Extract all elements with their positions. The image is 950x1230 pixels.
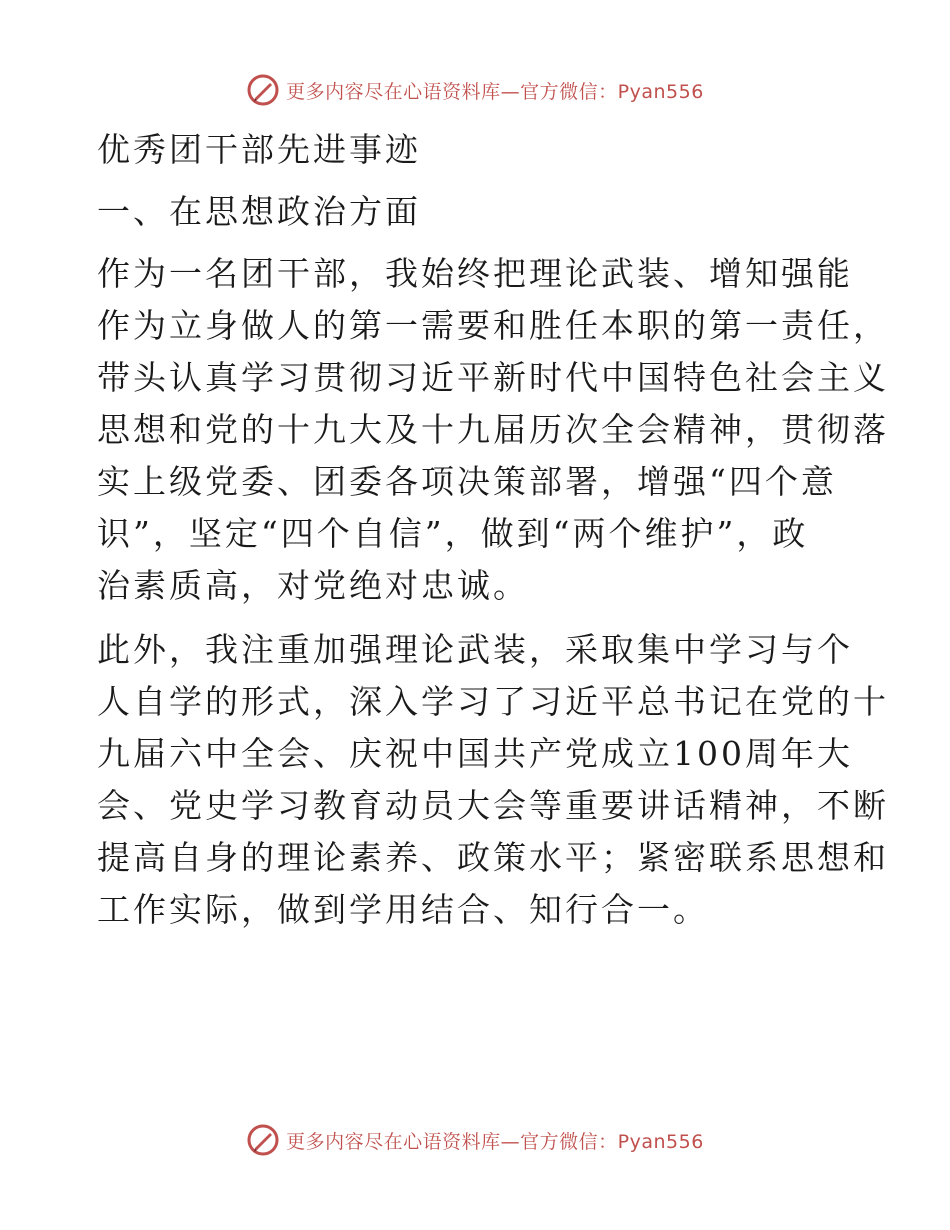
header-watermark xyxy=(0,70,950,110)
paragraph-2 xyxy=(97,624,889,936)
paragraph-line: 提高自身的理论素养、政策水平；紧密联系思想和 xyxy=(97,838,889,877)
paragraph-line: 思想和党的十九大及十九届历次全会精神，贯彻落 xyxy=(97,410,889,449)
quill-circle-logo-icon xyxy=(246,1123,280,1157)
paragraph-line: 此外，我注重加强理论武装，采取集中学习与个 xyxy=(97,630,853,669)
paragraph-line: 实上级党委、团委各项决策部署，增强“四个意 xyxy=(97,462,837,501)
watermark-text: 更多内容尽在心语资料库—官方微信：Pyan556 xyxy=(286,1130,704,1153)
quill-circle-logo-icon xyxy=(246,73,280,107)
document-title: 优秀团干部先进事迹 xyxy=(97,130,421,169)
paragraph-line: 治素质高，对党绝对忠诚。 xyxy=(97,566,529,605)
section-heading: 一、在思想政治方面 xyxy=(97,192,421,231)
paragraph-line: 作为立身做人的第一需要和胜任本职的第一责任， xyxy=(97,306,889,345)
footer-watermark xyxy=(0,1120,950,1160)
paragraph-line: 九届六中全会、庆祝中国共产党成立100周年大 xyxy=(97,734,853,773)
watermark-text: 更多内容尽在心语资料库—官方微信：Pyan556 xyxy=(286,80,704,103)
paragraph-line: 工作实际，做到学用结合、知行合一。 xyxy=(97,890,709,929)
paragraph-line: 会、党史学习教育动员大会等重要讲话精神，不断 xyxy=(97,786,889,825)
paragraph-line: 人自学的形式，深入学习了习近平总书记在党的十 xyxy=(97,682,889,721)
paragraph-1 xyxy=(97,248,889,612)
paragraph-line: 识”，坚定“四个自信”，做到“两个维护”，政 xyxy=(97,514,809,553)
document-body xyxy=(97,124,889,948)
paragraph-line: 带头认真学习贯彻习近平新时代中国特色社会主义 xyxy=(97,358,889,397)
paragraph-line: 作为一名团干部，我始终把理论武装、增知强能 xyxy=(97,254,853,293)
